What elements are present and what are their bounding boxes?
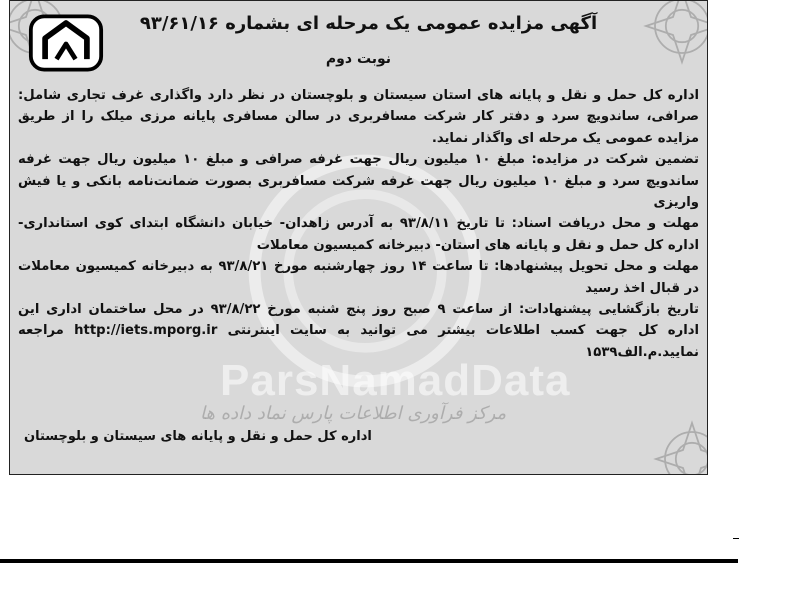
paragraph-guarantee: تضمین شرکت در مزایده: مبلغ ۱۰ میلیون ریال جهت غرفه صرافی و مبلغ ۱۰ میلیون ریال جهت غرفه ساندویچ سرد و مبلغ ۱۰ میلیون ریال جهت غرفه شرکت مسافربری بصورت ضمانت‌نامه بانکی و یا فیش واریزی [18,152,700,211]
notice-title: آگهی مزایده عمومی یک مرحله ای بشماره ۹۳/۶۱/۱۶ [139,13,598,34]
opening-text: تاریخ بازگشایی پیشنهادات: از ساعت ۹ صبح روز پنج شنبه مورخ ۹۳/۸/۲۲ در محل ساختمان اداری این اداره کل جهت کسب اطلاعات بیشتر می توانید به سایت اینترنتی [18,302,699,339]
closing-text: مراجعه نمایید.م.الف۱۵۳۹ [18,323,699,360]
bottom-divider [0,559,738,563]
website-link[interactable]: http://iets.mporg.ir [74,323,218,339]
bottom-right-ornament [647,414,708,475]
watermark-english: ParsNamadData [220,356,571,405]
notice-body [18,85,699,363]
paragraph-opening [18,299,699,363]
auction-notice [9,0,708,475]
paragraph-submission-deadline: مهلت و محل تحویل پیشنهادها: تا ساعت ۱۴ روز چهارشنبه مورخ ۹۳/۸/۲۱ به دبیرخانه کمیسیون معاملات در قبال اخذ رسید [18,259,699,296]
notice-round: نوبت دوم [325,51,392,67]
paragraph-document-deadline: مهلت و محل دریافت اسناد: تا تاریخ ۹۳/۸/۱۱ به آدرس زاهدان- خیابان دانشگاه ابتدای کوی استانداری- اداره کل حمل و نقل و پایانه های استان- دبیرخانه کمیسیون معاملات [18,216,699,253]
watermark-persian: مرکز فرآوری اطلاعات پارس نماد داده ها [200,403,507,424]
notice-signature: اداره کل حمل و نقل و پایانه های سیستان و بلوچستان [24,429,372,444]
small-dash [733,538,739,539]
paragraph-intro: اداره کل حمل و نقل و پایانه های استان سیستان و بلوچستان در نظر دارد واگذاری غرف تجاری شامل: صرافی، ساندویچ سرد و دفتر کار شرکت مسافربری در سالن مسافری پایانه مرزی میلک را از طریق مزایده عمومی یک مرحله ای واگذار نماید. [18,88,699,146]
